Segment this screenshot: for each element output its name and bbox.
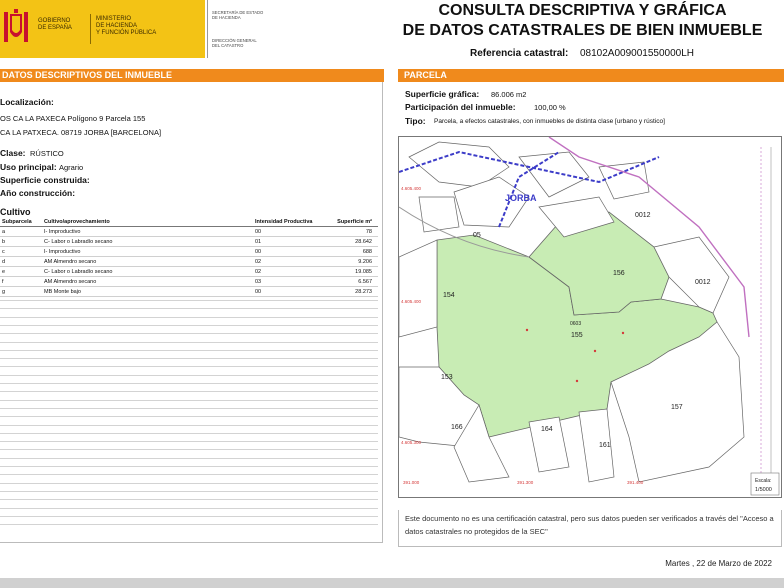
empty-table-line bbox=[0, 358, 378, 359]
header-cultivo: Cultivo/aprovechamiento bbox=[44, 219, 110, 225]
cell-subparcela: e bbox=[2, 269, 6, 275]
parcel-label-156: 156 bbox=[613, 270, 625, 277]
table-header-row bbox=[0, 218, 378, 227]
table-row bbox=[0, 288, 378, 297]
coord-label: 391.400 bbox=[627, 480, 644, 485]
empty-table-line bbox=[0, 391, 378, 392]
parcel-label-153: 153 bbox=[441, 374, 453, 381]
participation-label: Participación del inmueble: bbox=[405, 102, 516, 112]
empty-table-line bbox=[0, 342, 378, 343]
cell-intensidad: 02 bbox=[255, 259, 262, 265]
empty-table-line bbox=[0, 383, 378, 384]
secretary-line-2: DE HACIENDA bbox=[212, 15, 241, 20]
graphic-area-value: 86.006 m2 bbox=[491, 90, 527, 99]
empty-table-line bbox=[0, 458, 378, 459]
parcel-label-0012b: 0012 bbox=[695, 279, 711, 286]
table-row bbox=[0, 258, 378, 267]
cadastral-map[interactable] bbox=[398, 136, 782, 498]
cell-intensidad: 00 bbox=[255, 249, 262, 255]
page-title-line-1: CONSULTA DESCRIPTIVA Y GRÁFICA bbox=[438, 2, 727, 19]
empty-table-line bbox=[0, 508, 378, 509]
cell-superficie: 28.273 bbox=[355, 289, 372, 295]
main-use-label: Uso principal: bbox=[0, 162, 57, 172]
main-use-value: Agrario bbox=[59, 163, 84, 172]
gov-line-2: DE ESPAÑA bbox=[38, 25, 72, 31]
empty-table-line bbox=[0, 474, 378, 475]
coord-label: 391.000 bbox=[403, 480, 420, 485]
empty-table-line bbox=[0, 317, 378, 318]
empty-table-line bbox=[0, 449, 378, 450]
town-label: JORBA bbox=[505, 193, 537, 203]
cell-intensidad: 01 bbox=[255, 239, 262, 245]
cell-cultivo: AM Almendro secano bbox=[44, 259, 97, 265]
empty-table-line bbox=[0, 433, 378, 434]
empty-table-line bbox=[0, 416, 378, 417]
coat-of-arms-icon bbox=[2, 8, 30, 48]
cultivation-title: Cultivo bbox=[0, 207, 31, 217]
ministry-line-3: Y FUNCIÓN PÚBLICA bbox=[96, 30, 157, 36]
empty-table-line bbox=[0, 350, 378, 351]
table-row bbox=[0, 248, 378, 257]
class-label: Clase: bbox=[0, 148, 26, 158]
participation-value: 100,00 % bbox=[534, 103, 566, 112]
cell-intensidad: 00 bbox=[255, 289, 262, 295]
empty-table-lines bbox=[0, 300, 378, 540]
empty-table-line bbox=[0, 499, 378, 500]
built-area-label: Superficie construida: bbox=[0, 175, 90, 185]
empty-table-line bbox=[0, 300, 378, 301]
cell-subparcela: b bbox=[2, 239, 6, 245]
cell-cultivo: I- Improductivo bbox=[44, 249, 81, 255]
parcel-label-0012a: 0012 bbox=[635, 212, 651, 219]
cell-subparcela: f bbox=[2, 279, 4, 285]
parcel-label-154: 154 bbox=[443, 292, 455, 299]
table-row bbox=[0, 238, 378, 247]
address-line-2: CA LA PATXECA. 08719 JORBA [BARCELONA] bbox=[0, 128, 162, 137]
scale-label: Escala: bbox=[755, 478, 772, 484]
parcel-header: PARCELA bbox=[398, 69, 784, 82]
agency-logo bbox=[207, 0, 276, 58]
cell-superficie: 6.567 bbox=[358, 279, 372, 285]
empty-table-line bbox=[0, 308, 378, 309]
empty-table-line bbox=[0, 425, 378, 426]
document-date: Martes , 22 de Marzo de 2022 bbox=[665, 559, 772, 568]
table-row bbox=[0, 228, 378, 237]
coord-label: 4.605.300 bbox=[401, 440, 422, 445]
type-value: Parcela, a efectos catastrales, con inmuebles de distinta clase [urbano y rústico] bbox=[434, 118, 665, 125]
cell-superficie: 78 bbox=[365, 229, 372, 235]
ministry-line-1: MINISTERIO bbox=[96, 16, 132, 22]
graphic-area-label: Superficie gráfica: bbox=[405, 89, 480, 99]
reference-label: Referencia catastral: bbox=[470, 48, 569, 59]
government-logo bbox=[0, 0, 205, 58]
map-legend bbox=[761, 147, 771, 477]
cell-superficie: 28.642 bbox=[355, 239, 372, 245]
cell-cultivo: C- Labor o Labradío secano bbox=[44, 269, 113, 275]
empty-table-line bbox=[0, 325, 378, 326]
parcel-label-157: 157 bbox=[671, 404, 683, 411]
scale-value: 1/5000 bbox=[755, 487, 772, 493]
header-subparcela: Subparcela bbox=[2, 219, 32, 225]
coord-label: 391.300 bbox=[517, 480, 534, 485]
construction-year-label: Año construcción: bbox=[0, 188, 76, 198]
direction-line-2: DEL CATASTRO bbox=[212, 43, 244, 48]
gov-line-1: GOBIERNO bbox=[38, 18, 71, 24]
cell-superficie: 19.085 bbox=[355, 269, 372, 275]
parcel-label-166: 166 bbox=[451, 424, 463, 431]
disclaimer-note: Este documento no es una certificación catastral, pero sus datos pueden ser verificados a través del "Acceso a datos catastrales no protegidos de la SEC" bbox=[405, 514, 774, 536]
cell-subparcela: g bbox=[2, 289, 6, 295]
cell-subparcela: a bbox=[2, 229, 6, 235]
table-row bbox=[0, 278, 378, 287]
bottom-strip bbox=[0, 578, 784, 588]
cell-superficie: 688 bbox=[362, 249, 372, 255]
location-label: Localización: bbox=[0, 97, 54, 107]
empty-table-line bbox=[0, 375, 378, 376]
empty-table-line bbox=[0, 524, 378, 525]
ministry-line-2: DE HACIENDA bbox=[96, 23, 138, 29]
parcel-label-155: 155 bbox=[571, 332, 583, 339]
class-value: RÚSTICO bbox=[30, 149, 64, 158]
empty-table-line bbox=[0, 408, 378, 409]
parcel-label-164: 164 bbox=[541, 426, 553, 433]
empty-table-line bbox=[0, 366, 378, 367]
address-line-1: OS CA LA PAXECA Polígono 9 Parcela 155 bbox=[0, 114, 146, 123]
header-superficie: Superficie m² bbox=[337, 219, 372, 225]
cell-cultivo: C- Labor o Labradío secano bbox=[44, 239, 113, 245]
page-title-line-2: DE DATOS CATASTRALES DE BIEN INMUEBLE bbox=[402, 22, 763, 39]
empty-table-line bbox=[0, 491, 378, 492]
coord-label: 4.605.400 bbox=[401, 299, 422, 304]
direction-line-1: DIRECCIÓN GENERAL bbox=[212, 38, 257, 43]
cell-subparcela: d bbox=[2, 259, 6, 265]
empty-table-line bbox=[0, 400, 378, 401]
cell-cultivo: MB Monte bajo bbox=[44, 289, 81, 295]
reference-value: 08102A009001550000LH bbox=[580, 48, 694, 59]
header-intensidad: Intensidad Productiva bbox=[255, 219, 313, 225]
table-row bbox=[0, 268, 378, 277]
map-drawing bbox=[399, 137, 781, 497]
cell-superficie: 9.206 bbox=[358, 259, 372, 265]
secretary-line-1: SECRETARÍA DE ESTADO bbox=[212, 10, 264, 15]
empty-table-line bbox=[0, 516, 378, 517]
parcel-label-0603: 0603 bbox=[570, 321, 582, 327]
cell-cultivo: I- Improductivo bbox=[44, 229, 81, 235]
parcel-label-161: 161 bbox=[599, 442, 611, 449]
cell-subparcela: c bbox=[2, 249, 5, 255]
type-label: Tipo: bbox=[405, 116, 426, 126]
empty-table-line bbox=[0, 333, 378, 334]
empty-table-line bbox=[0, 441, 378, 442]
descriptive-data-header: DATOS DESCRIPTIVOS DEL INMUEBLE bbox=[0, 69, 384, 82]
coord-label: 4.605.400 bbox=[401, 186, 422, 191]
empty-table-line bbox=[0, 466, 378, 467]
cell-cultivo: AM Almendro secano bbox=[44, 279, 97, 285]
cell-intensidad: 02 bbox=[255, 269, 262, 275]
cell-intensidad: 00 bbox=[255, 229, 262, 235]
parcel-label-05: 05 bbox=[473, 232, 481, 239]
empty-table-line bbox=[0, 483, 378, 484]
cell-intensidad: 03 bbox=[255, 279, 262, 285]
